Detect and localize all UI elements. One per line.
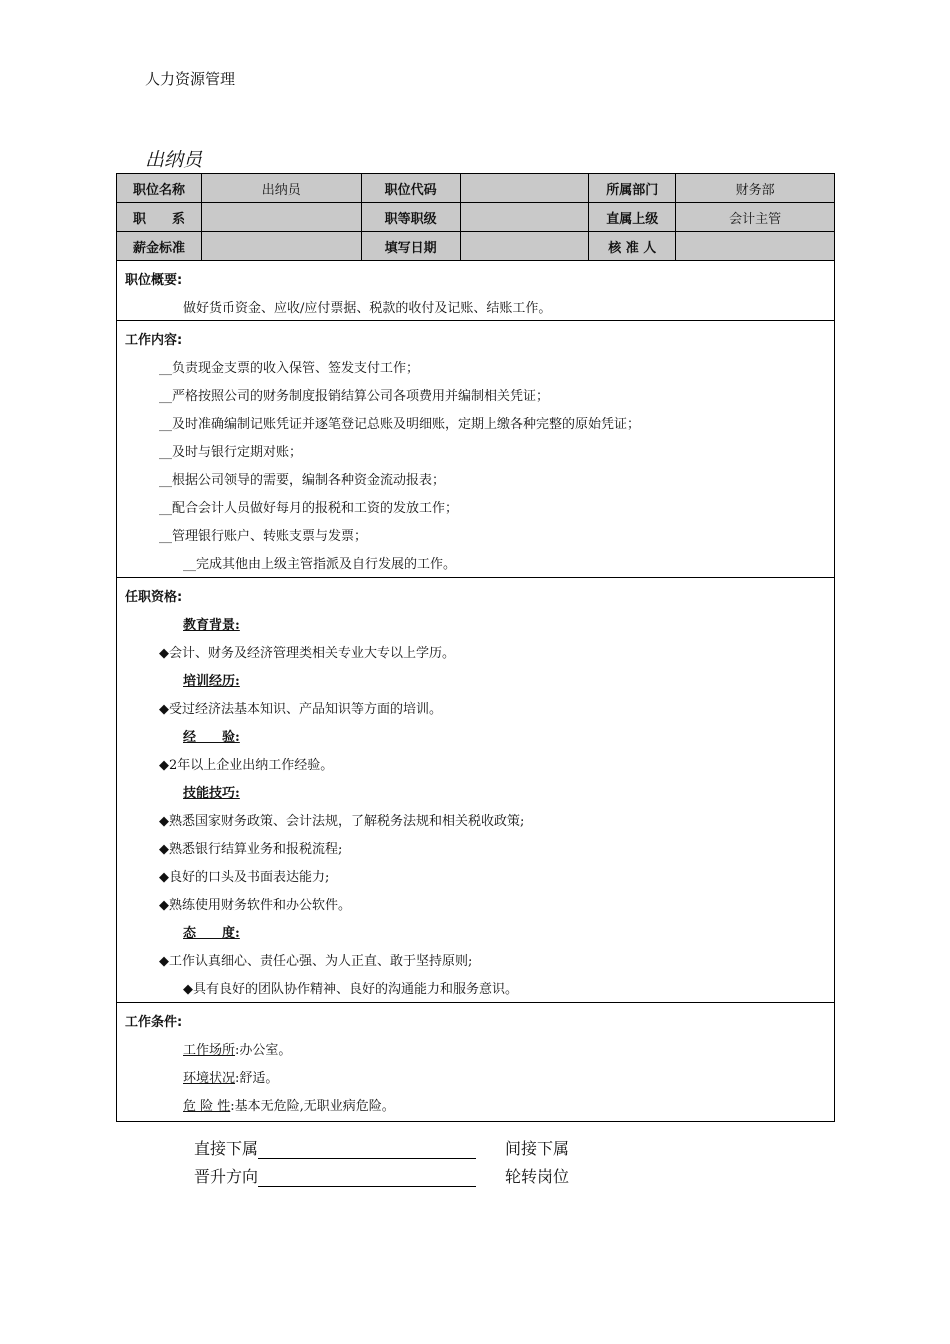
list-item: __严格按照公司的财务制度报销结算公司各项费用并编制相关凭证； — [159, 389, 550, 404]
value-salary — [201, 232, 361, 261]
education-text: ◆会计、财务及经济管理类相关专业大专以上学历。 — [159, 646, 455, 661]
indirect-subordinate-label: 间接下属 — [505, 1139, 570, 1158]
direct-subordinate-blank — [258, 1140, 476, 1159]
environment — [183, 1067, 278, 1086]
experience-label: 经 验: — [183, 730, 240, 745]
page-header: 人力资源管理 — [145, 70, 236, 88]
list-item: __配合会计人员做好每月的报税和工资的发放工作； — [159, 501, 459, 516]
environment-value: :舒适。 — [235, 1071, 279, 1086]
label-grade: 职等职级 — [361, 203, 460, 232]
list-item: ◆熟悉国家财务政策、会计法规，了解税务法规和相关税收政策; — [159, 814, 525, 829]
training-text: ◆受过经济法基本知识、产品知识等方面的培训。 — [159, 702, 442, 717]
overview-text: 做好货币资金、应收/应付票据、税款的收付及记账、结账工作。 — [183, 301, 552, 316]
table-row — [117, 203, 835, 232]
qualifications-section — [116, 577, 835, 1003]
overview-title: 职位概要: — [125, 273, 183, 288]
list-item: __根据公司领导的需要，编制各种资金流动报表； — [159, 473, 446, 488]
duties-section — [116, 320, 835, 578]
list-item: __及时准确编制记账凭证并逐笔登记总账及明细账，定期上缴各种完整的原始凭证； — [159, 417, 641, 432]
work-place-value: :办公室。 — [235, 1043, 292, 1058]
label-approver: 核 准 人 — [589, 232, 676, 261]
table-row — [117, 174, 835, 203]
list-item: __完成其他由上级主管指派及自行发展的工作。 — [183, 557, 457, 572]
value-department: 财务部 — [676, 174, 835, 203]
work-place-label: 工作场所 — [183, 1043, 236, 1058]
list-item: ◆工作认真细心、责任心强、为人正直、敢于坚持原则; — [159, 954, 473, 969]
training-label: 培训经历: — [183, 674, 240, 689]
label-position-code: 职位代码 — [361, 174, 460, 203]
list-item: __负责现金支票的收入保管、签发支付工作； — [159, 361, 420, 376]
promotion-direction-label: 晋升方向 — [194, 1167, 259, 1186]
value-position-code — [460, 174, 589, 203]
experience-text: ◆2年以上企业出纳工作经验。 — [159, 758, 334, 773]
label-fill-date: 填写日期 — [361, 232, 460, 261]
value-grade — [460, 203, 589, 232]
label-job-family: 职 系 — [117, 203, 202, 232]
risk-label: 危 险 性 — [183, 1099, 231, 1114]
value-job-family — [201, 203, 361, 232]
job-info-table — [116, 173, 835, 261]
list-item: __及时与银行定期对账； — [159, 445, 303, 460]
risk — [183, 1095, 395, 1114]
overview-section — [116, 260, 835, 321]
page-title: 出纳员 — [145, 149, 203, 171]
direct-subordinate — [194, 1136, 476, 1159]
direct-subordinate-label: 直接下属 — [194, 1139, 259, 1158]
promotion-direction — [194, 1164, 476, 1187]
work-place — [183, 1039, 291, 1058]
qualifications-title: 任职资格: — [125, 590, 183, 605]
list-item: ◆熟悉银行结算业务和报税流程; — [159, 842, 343, 857]
conditions-section — [116, 1002, 835, 1122]
education-label: 教育背景: — [183, 618, 240, 633]
duties-title: 工作内容: — [125, 333, 183, 348]
skills-label: 技能技巧: — [183, 786, 240, 801]
list-item: ◆良好的口头及书面表达能力; — [159, 870, 330, 885]
rotation-position-label: 轮转岗位 — [505, 1167, 570, 1186]
table-row — [117, 232, 835, 261]
value-supervisor: 会计主管 — [676, 203, 835, 232]
list-item: ◆熟练使用财务软件和办公软件。 — [159, 898, 351, 913]
environment-label: 环境状况 — [183, 1071, 236, 1086]
label-supervisor: 直属上级 — [589, 203, 676, 232]
value-approver — [676, 232, 835, 261]
list-item: ◆具有良好的团队协作精神、良好的沟通能力和服务意识。 — [183, 982, 518, 997]
label-salary: 薪金标准 — [117, 232, 202, 261]
conditions-title: 工作条件: — [125, 1015, 183, 1030]
promotion-direction-blank — [258, 1168, 476, 1187]
value-position-name: 出纳员 — [201, 174, 361, 203]
label-department: 所属部门 — [589, 174, 676, 203]
value-fill-date — [460, 232, 589, 261]
risk-value: :基本无危险,无职业病危险。 — [230, 1099, 395, 1114]
label-position-name: 职位名称 — [117, 174, 202, 203]
attitude-label: 态 度: — [183, 926, 240, 941]
list-item: __管理银行账户、转账支票与发票； — [159, 529, 368, 544]
